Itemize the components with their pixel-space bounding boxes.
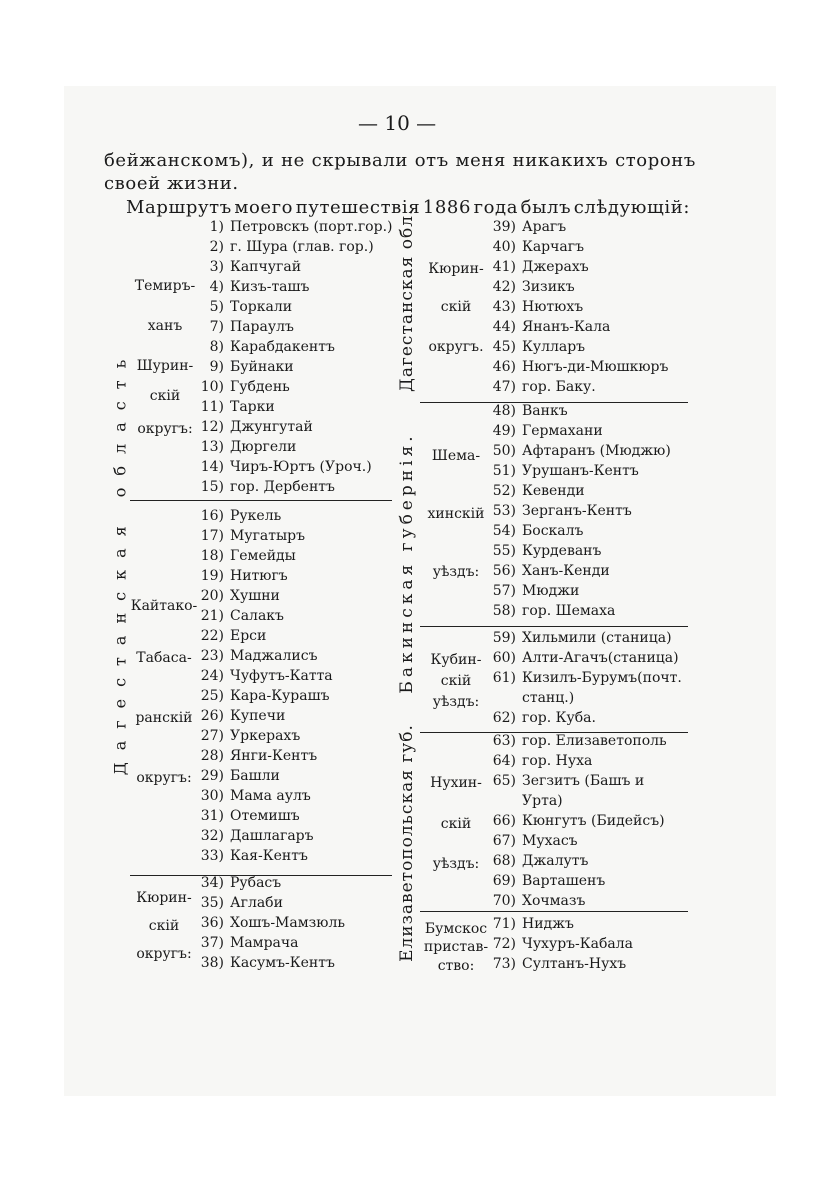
route-entry (188, 707, 285, 725)
entry-number: 43) (492, 299, 516, 315)
place-name: Нитюгъ (230, 568, 288, 584)
place-name: Петровскъ (порт.гор.) (230, 219, 393, 235)
route-entry (478, 752, 592, 770)
prose-word: меня (455, 150, 506, 171)
route-entry (188, 627, 266, 645)
route-entry (478, 955, 626, 973)
route-entry (478, 318, 610, 336)
prose-word: сторонъ (615, 150, 696, 171)
place-name: Афтаранъ (Мюджю) (522, 443, 671, 459)
place-name: Касумъ-Кентъ (230, 955, 335, 971)
route-entry (188, 318, 294, 336)
place-name: Нюгъ-ди-Мюшкюръ (522, 359, 669, 375)
separator-rule (130, 500, 392, 501)
entry-number: 48) (492, 403, 516, 419)
district-name-line: уѣздъ: (432, 694, 480, 710)
place-name: Курдеванъ (522, 543, 602, 559)
entry-number: 12) (200, 419, 224, 435)
entry-number: 28) (200, 748, 224, 764)
prose-word: путешествія (295, 197, 421, 218)
entry-number: 72) (492, 936, 516, 952)
route-entry (188, 954, 335, 972)
district-name-line: Шурин- (136, 358, 194, 374)
prose-word: бейжанскомъ), (104, 150, 255, 171)
route-entry (478, 852, 588, 870)
place-name: Кизилъ-Бурумъ(почт. (522, 670, 682, 686)
place-name: гор. Шемаха (522, 603, 616, 619)
route-entry (478, 402, 568, 420)
route-entry (478, 629, 672, 647)
entry-number: 56) (492, 563, 516, 579)
district-name-line: уѣздъ: (432, 856, 480, 872)
route-entry (478, 709, 596, 727)
route-entry (478, 562, 610, 580)
place-name: гор. Нуха (522, 753, 593, 769)
entry-number (478, 792, 522, 810)
prose-word: былъ (520, 197, 572, 218)
district-name-line: Кюрин- (428, 261, 484, 277)
entry-number: 51) (492, 463, 516, 479)
route-entry (478, 358, 668, 376)
route-entry (478, 872, 605, 890)
district-name-line: округъ: (136, 946, 192, 962)
entry-number: 70) (492, 893, 516, 909)
district-name-line: Шема- (431, 448, 481, 464)
place-name: Хочмазъ (522, 893, 586, 909)
route-entry (478, 522, 583, 540)
route-entry (478, 298, 583, 316)
district-name-line: скій (440, 816, 472, 832)
route-entry (188, 507, 281, 525)
route-entry (188, 687, 330, 705)
place-name: Губдень (230, 379, 290, 395)
route-entry (188, 667, 333, 685)
route-entry (478, 772, 644, 790)
entry-number: 4) (209, 279, 224, 295)
region-label-elizavetpol-gub: Елизаветопольская губ. (397, 724, 417, 962)
prose-word: 1886 (422, 197, 471, 218)
route-entry (188, 607, 284, 625)
place-name: Чиръ-Юртъ (Уроч.) (230, 459, 372, 475)
route-entry (478, 582, 579, 600)
district-name-line: округъ. (428, 339, 484, 355)
entry-number: 29) (200, 768, 224, 784)
place-name: Арагъ (522, 219, 567, 235)
district-name-line: пристав- (423, 939, 489, 955)
entry-number: 39) (492, 219, 516, 235)
route-entry (188, 238, 374, 256)
entry-number: 47) (492, 379, 516, 395)
entry-number: 41) (492, 259, 516, 275)
entry-number: 52) (492, 483, 516, 499)
entry-number: 15) (200, 479, 224, 495)
entry-number: 18) (200, 548, 224, 564)
entry-number: 14) (200, 459, 224, 475)
region-label-dagestan-obl: Дагестанская обл. (397, 208, 417, 392)
entry-number: 46) (492, 359, 516, 375)
place-name: Зерганъ-Кентъ (522, 503, 632, 519)
place-name: Мугатыръ (230, 528, 306, 544)
place-name: Дюргели (230, 439, 297, 455)
entry-number: 16) (200, 508, 224, 524)
place-name: Кюнгутъ (Бидейсъ) (522, 813, 665, 829)
district-name-line: Кайтако- (130, 598, 198, 614)
place-name: Ханъ-Кенди (522, 563, 610, 579)
place-name: Маджалисъ (230, 648, 318, 664)
prose-line-1 (104, 150, 696, 171)
route-entry (188, 547, 296, 565)
entry-number: 22) (200, 628, 224, 644)
route-entry (478, 792, 563, 810)
place-name: Башли (230, 768, 280, 784)
route-entry (188, 218, 392, 236)
prose-word: отъ (414, 150, 449, 171)
district-name-line: скій (440, 299, 472, 315)
entry-number: 32) (200, 828, 224, 844)
route-entry (188, 767, 280, 785)
route-entry (188, 298, 292, 316)
entry-number: 73) (492, 956, 516, 972)
route-entry (478, 832, 578, 850)
route-entry (478, 238, 584, 256)
place-name: Боскалъ (522, 523, 584, 539)
entry-number: 42) (492, 279, 516, 295)
route-entry (188, 894, 283, 912)
route-entry (478, 462, 639, 480)
entry-number: 66) (492, 813, 516, 829)
place-name: Чуфутъ-Катта (230, 668, 333, 684)
place-name: Капчугай (230, 259, 302, 275)
entry-number: 34) (200, 875, 224, 891)
route-entry (478, 258, 589, 276)
entry-number: 11) (200, 399, 224, 415)
place-name: Буйнаки (230, 359, 294, 375)
place-name: Нютюхъ (522, 299, 584, 315)
district-name-line: уѣздъ: (432, 564, 480, 580)
place-name: Параулъ (230, 319, 294, 335)
place-name: гор. Куба. (522, 710, 596, 726)
route-entry (478, 442, 671, 460)
route-entry (478, 935, 633, 953)
entry-number: 58) (492, 603, 516, 619)
route-entry (188, 378, 290, 396)
entry-number: 1) (209, 219, 224, 235)
entry-number: 44) (492, 319, 516, 335)
entry-number: 23) (200, 648, 224, 664)
place-name: Мюджи (522, 583, 580, 599)
place-name: Тарки (230, 399, 275, 415)
route-entry (478, 602, 615, 620)
entry-number: 33) (200, 848, 224, 864)
entry-number: 65) (492, 773, 516, 789)
route-entry (478, 915, 574, 933)
route-entry (478, 218, 566, 236)
entry-number: 7) (209, 319, 224, 335)
entry-number: 60) (492, 650, 516, 666)
page-number: — 10 — (358, 111, 437, 135)
entry-number: 19) (200, 568, 224, 584)
place-name: Зизикъ (522, 279, 575, 295)
entry-number: 9) (209, 359, 224, 375)
route-entry (188, 747, 317, 765)
entry-number: 36) (200, 915, 224, 931)
district-name-line: ранскій (135, 710, 193, 726)
place-name: Джерахъ (522, 259, 589, 275)
district-name-line: округъ: (136, 770, 192, 786)
entry-number: 71) (492, 916, 516, 932)
route-entry (188, 358, 294, 376)
entry-number: 53) (492, 503, 516, 519)
place-name: Ванкъ (522, 403, 568, 419)
district-name-line: Кубин- (430, 652, 482, 668)
entry-number: 24) (200, 668, 224, 684)
route-entry (188, 914, 345, 932)
route-entry (478, 649, 679, 667)
place-name: Варташенъ (522, 873, 606, 889)
entry-number: 5) (209, 299, 224, 315)
route-entry (188, 567, 288, 585)
place-name: Отемишъ (230, 808, 300, 824)
entry-number: 64) (492, 753, 516, 769)
entry-number: 10) (200, 379, 224, 395)
place-name: Хильмили (станица) (522, 630, 672, 646)
district-name-line: ство: (437, 958, 475, 974)
route-entry (188, 807, 300, 825)
entry-number: 31) (200, 808, 224, 824)
place-name: Ерси (230, 628, 267, 644)
separator-rule (420, 626, 688, 627)
route-entry (188, 458, 372, 476)
entry-number: 27) (200, 728, 224, 744)
place-name: гор. Баку. (522, 379, 596, 395)
entry-number: 8) (209, 339, 224, 355)
place-name: Кевенди (522, 483, 585, 499)
route-entry (478, 732, 667, 750)
place-name: Дашлагаръ (230, 828, 314, 844)
route-entry (478, 482, 585, 500)
district-name-line: Кюрин- (136, 890, 192, 906)
entry-number (478, 689, 522, 707)
route-entry (188, 727, 300, 745)
place-name: Купечи (230, 708, 286, 724)
prose-word: не (281, 150, 305, 171)
prose-word: слѣдующій: (573, 197, 690, 218)
district-name-line: ханъ (147, 318, 183, 334)
district-name-line: Бумскос (424, 921, 488, 937)
route-entry (478, 338, 585, 356)
route-entry (188, 787, 311, 805)
entry-number: 25) (200, 688, 224, 704)
route-entry (478, 378, 596, 396)
place-name: Джалутъ (522, 853, 589, 869)
route-entry (188, 278, 309, 296)
entry-number: 45) (492, 339, 516, 355)
district-name-line: скій (148, 918, 180, 934)
entry-number: 26) (200, 708, 224, 724)
route-entry (188, 847, 308, 865)
place-name: Султанъ-Нухъ (522, 956, 627, 972)
district-name-line: Темиръ- (134, 278, 196, 294)
place-name: Салакъ (230, 608, 284, 624)
place-name: Кизъ-ташъ (230, 279, 310, 295)
route-entry (478, 502, 632, 520)
place-name: Гермахани (522, 423, 603, 439)
prose-word: и (261, 150, 275, 171)
route-entry (188, 647, 318, 665)
district-name-line: округъ: (137, 421, 193, 437)
entry-number: 35) (200, 895, 224, 911)
entry-number: 57) (492, 583, 516, 599)
place-name: Кая-Кентъ (230, 848, 308, 864)
place-name: Джунгутай (230, 419, 313, 435)
place-name: Торкали (230, 299, 293, 315)
entry-number: 62) (492, 710, 516, 726)
prose-word: года (473, 197, 519, 218)
route-entry (188, 827, 314, 845)
place-name: Янанъ-Кала (522, 319, 611, 335)
entry-number: 13) (200, 439, 224, 455)
route-entry (188, 587, 280, 605)
route-entry (188, 874, 281, 892)
place-name: Аглаби (230, 895, 283, 911)
entry-number: 38) (200, 955, 224, 971)
district-name-line: хинскій (427, 506, 485, 522)
place-name: Карабдакентъ (230, 339, 335, 355)
route-entry (478, 689, 574, 707)
route-entry (188, 338, 335, 356)
place-name: Хушни (230, 588, 280, 604)
route-entry (478, 278, 575, 296)
place-name: Янги-Кентъ (230, 748, 318, 764)
route-entry (478, 422, 603, 440)
route-entry (188, 478, 335, 496)
prose-word: моего (234, 197, 294, 218)
prose-line-2: своей жизни. (104, 173, 239, 194)
place-name: Кулларъ (522, 339, 586, 355)
place-name: Алти-Агачъ(станица) (522, 650, 679, 666)
place-name: Урта) (522, 793, 563, 809)
entry-number: 68) (492, 853, 516, 869)
route-entry (188, 934, 298, 952)
entry-number: 54) (492, 523, 516, 539)
district-name-line: Табаса- (136, 650, 192, 666)
route-entry (478, 892, 585, 910)
place-name: Чухуръ-Кабала (522, 936, 633, 952)
entry-number: 55) (492, 543, 516, 559)
district-name-line: скій (440, 673, 472, 689)
place-name: гор. Дербентъ (230, 479, 335, 495)
entry-number: 61) (492, 670, 516, 686)
route-entry (188, 398, 275, 416)
route-entry (188, 258, 301, 276)
district-name-line: скій (149, 388, 181, 404)
separator-rule (420, 911, 688, 912)
entry-number: 67) (492, 833, 516, 849)
entry-number: 3) (209, 259, 224, 275)
place-name: г. Шура (глав. гор.) (230, 239, 374, 255)
entry-number: 59) (492, 630, 516, 646)
entry-number: 2) (209, 239, 224, 255)
place-name: Мамрача (230, 935, 299, 951)
route-entry (478, 669, 682, 687)
place-name: станц.) (522, 690, 575, 706)
entry-number: 21) (200, 608, 224, 624)
route-entry (188, 418, 313, 436)
prose-word: Маршрутъ (126, 197, 232, 218)
route-entry (478, 812, 665, 830)
route-entry (188, 438, 296, 456)
place-name: Урушанъ-Кентъ (522, 463, 639, 479)
prose-word: скрывали (311, 150, 408, 171)
entry-number: 20) (200, 588, 224, 604)
prose-word: никакихъ (512, 150, 609, 171)
place-name: Мама аулъ (230, 788, 311, 804)
place-name: Рубасъ (230, 875, 282, 891)
region-label-baku-gub: Бакинская губернія. (397, 432, 417, 694)
place-name: Рукель (230, 508, 282, 524)
entry-number: 30) (200, 788, 224, 804)
route-entry (188, 527, 305, 545)
place-name: Кара-Курашъ (230, 688, 330, 704)
region-label-dagestan: Дагестанская область (110, 347, 130, 776)
route-entry (478, 542, 601, 560)
entry-number: 50) (492, 443, 516, 459)
place-name: Зегзитъ (Башъ и (522, 773, 645, 789)
entry-number: 49) (492, 423, 516, 439)
district-name-line: Нухин- (430, 775, 482, 791)
entry-number: 17) (200, 528, 224, 544)
place-name: гор. Елизаветополь (522, 733, 667, 749)
place-name: Ниджъ (522, 916, 574, 932)
place-name: Гемейды (230, 548, 296, 564)
place-name: Мухасъ (522, 833, 578, 849)
place-name: Уркерахъ (230, 728, 301, 744)
entry-number: 63) (492, 733, 516, 749)
place-name: Карчагъ (522, 239, 584, 255)
entry-number: 69) (492, 873, 516, 889)
entry-number: 37) (200, 935, 224, 951)
entry-number: 40) (492, 239, 516, 255)
place-name: Хошъ-Мамзюль (230, 915, 345, 931)
